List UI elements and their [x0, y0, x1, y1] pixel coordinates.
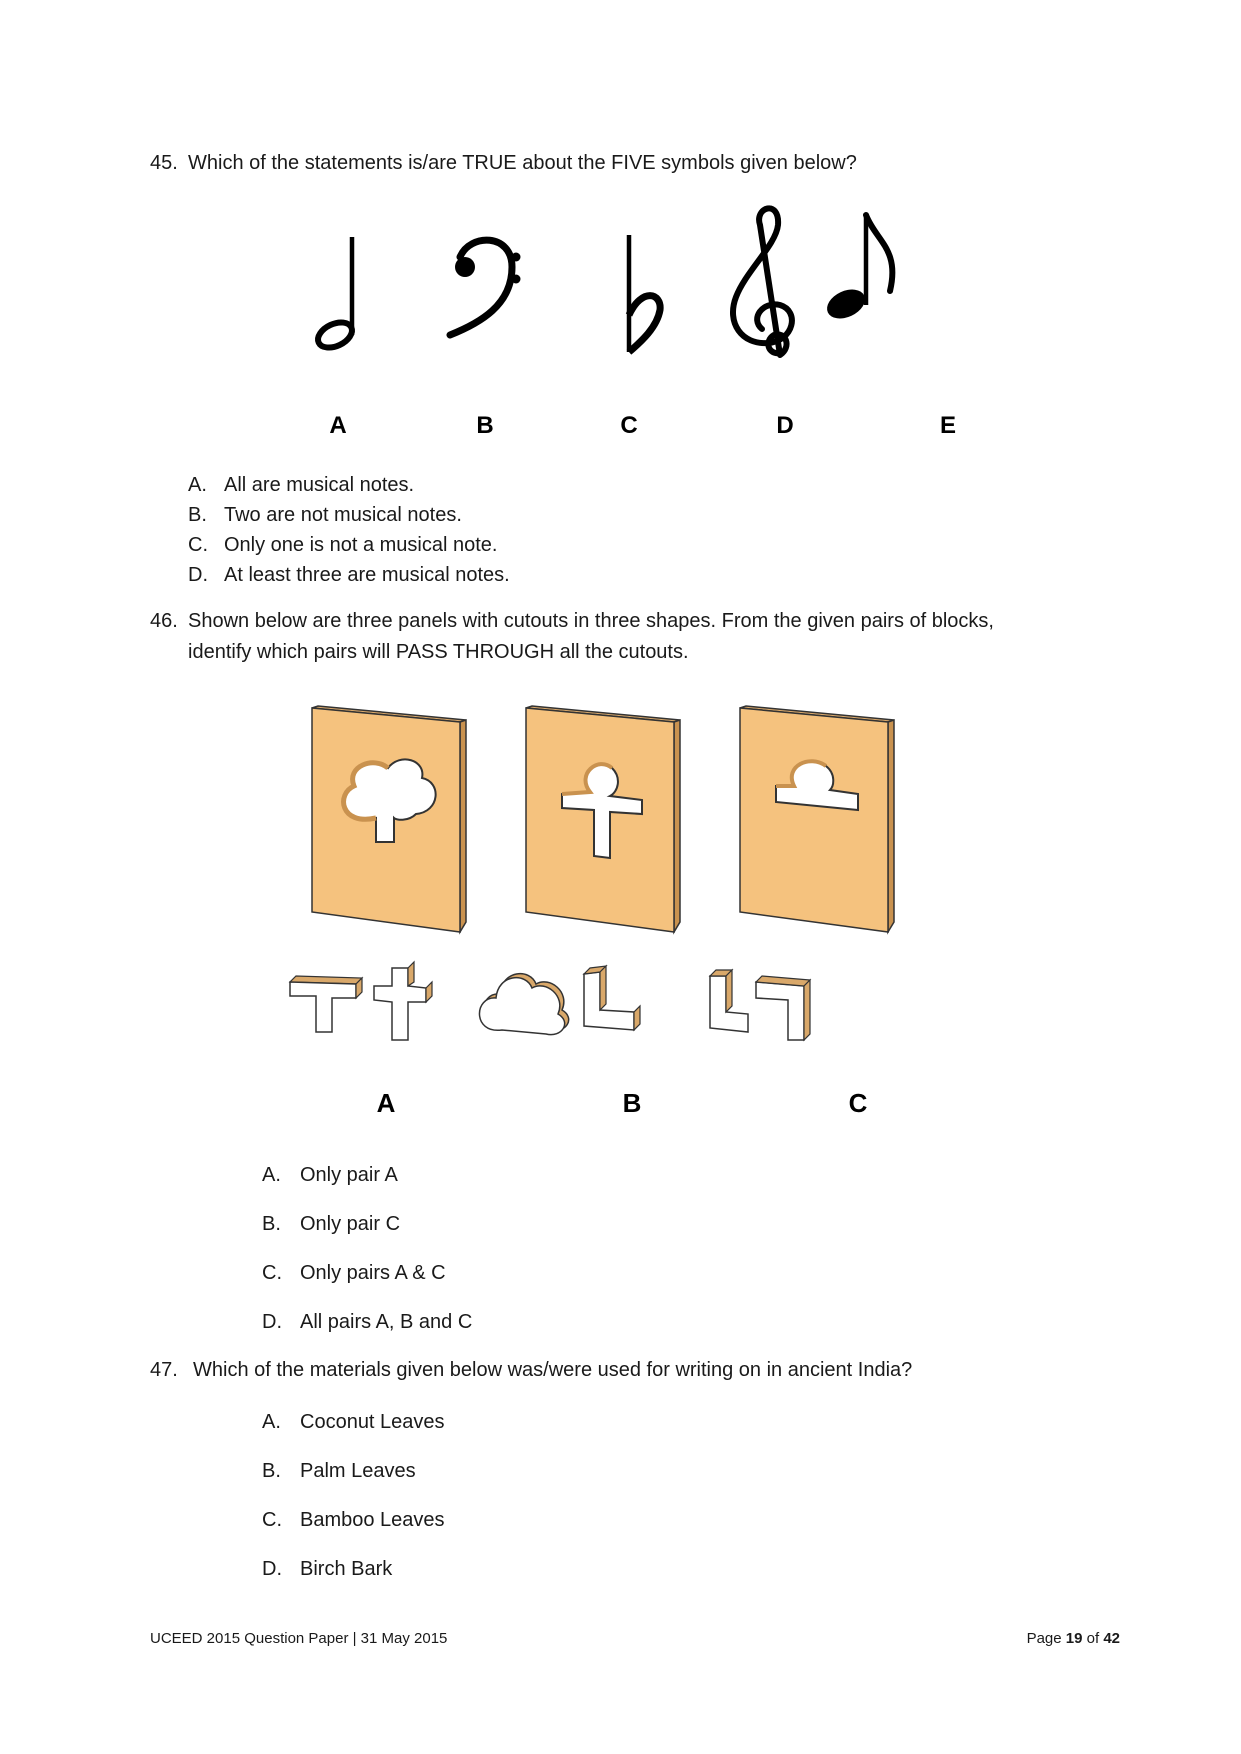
- music-symbols-figure: [280, 205, 1000, 450]
- question-number: 45.: [150, 152, 178, 174]
- symbol-label: E: [939, 412, 957, 439]
- question-number: 47.: [150, 1359, 178, 1381]
- panel-bar-cutout: [740, 706, 894, 932]
- bass-clef-icon: [450, 240, 521, 335]
- question-text-line-2: identify which pairs will PASS THROUGH all the cutouts.: [188, 641, 689, 663]
- symbol-label: B: [476, 412, 494, 439]
- eighth-note-icon: [822, 215, 892, 324]
- pair-label: B: [622, 1088, 642, 1118]
- pair-label: A: [376, 1088, 396, 1118]
- question-45: [150, 148, 1100, 188]
- question-46: [150, 606, 1110, 676]
- question-47: [150, 1355, 1110, 1395]
- pair-label: C: [848, 1088, 868, 1118]
- panel-cross-cutout: [526, 706, 680, 932]
- panel-tree-cutout: [312, 706, 466, 932]
- treble-clef-icon: [733, 208, 792, 355]
- question-number: 46.: [150, 610, 178, 632]
- flat-sign-icon: [629, 235, 660, 352]
- symbol-label: C: [620, 412, 638, 439]
- symbol-label: A: [329, 412, 347, 439]
- question-text: Which of the statements is/are TRUE about the FIVE symbols given below?: [188, 152, 857, 174]
- symbol-label: D: [776, 412, 794, 439]
- question-text: Which of the materials given below was/were used for writing on in ancient India?: [193, 1359, 913, 1381]
- footer-page-number: Page 19 of 42: [1026, 1630, 1120, 1647]
- block-pair-a: [290, 962, 432, 1040]
- half-note-icon: [314, 237, 356, 353]
- cutout-panels-figure: [280, 700, 940, 1130]
- footer-left: UCEED 2015 Question Paper | 31 May 2015: [150, 1630, 448, 1647]
- question-text-line-1: Shown below are three panels with cutouts in three shapes. From the given pairs of blocks,: [188, 610, 994, 632]
- block-pair-b: [479, 966, 640, 1035]
- block-pair-c: [710, 970, 810, 1040]
